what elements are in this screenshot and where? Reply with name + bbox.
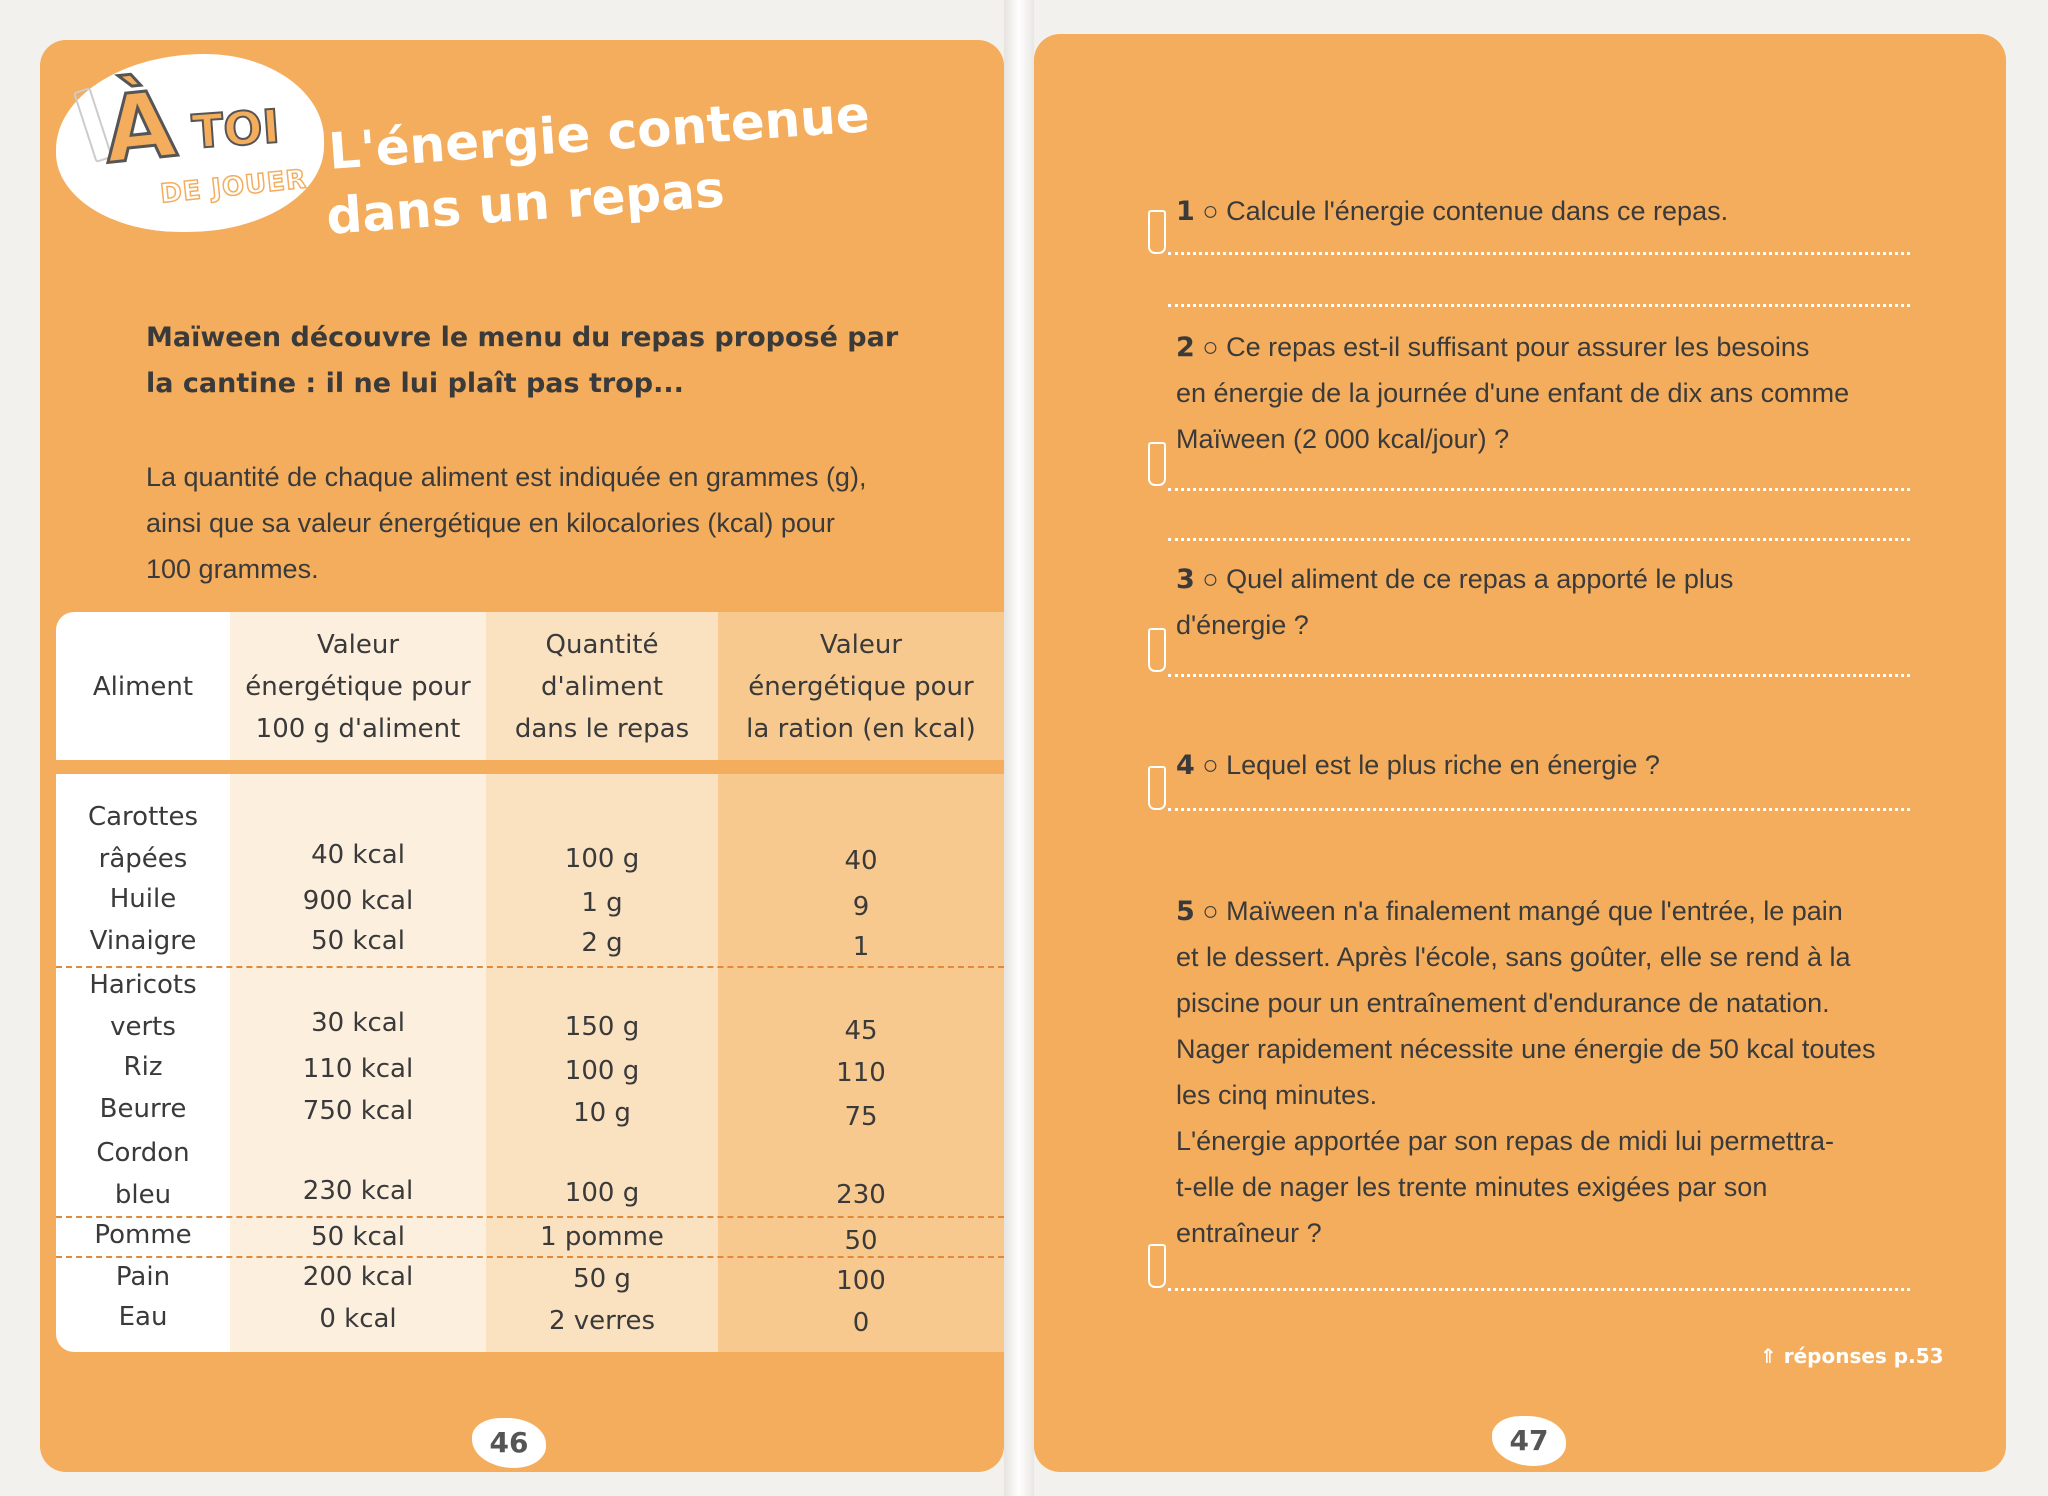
question-5-line: L'énergie apportée par son repas de midi lui permettra- [1176,1126,1835,1156]
question-5-line: Nager rapidement nécessite une énergie de 50 kcal toutes [1176,1034,1876,1064]
intro-bold-line: Maïween découvre le menu du repas proposé par [146,322,899,353]
table-cell-food: Haricots verts [89,970,197,1042]
table-cell-food: Pain [115,1262,171,1292]
table-cell-energy: 900 kcal [302,886,414,916]
badge-word: TOI [190,99,282,159]
answers-reference: ⇑ réponses p.53 [1760,1344,1944,1368]
table-cell-quantity: 1 pomme [540,1222,664,1252]
badge-letter: À [98,70,181,185]
pencil-icon [1148,210,1166,254]
table-cell-energy: 200 kcal [302,1262,414,1292]
question-3-line: d'énergie ? [1176,610,1309,640]
question-5: 5 ○ Maïween n'a finalement mangé que l'entrée, le pain [1176,896,1843,927]
table-cell-ration: 50 [844,1226,878,1256]
table-cell-quantity: 2 verres [548,1306,656,1336]
answer-line [1168,252,1910,255]
table-cell-ration: 0 [852,1308,870,1338]
right-page [1034,34,2006,1472]
question-5-line: et le dessert. Après l'école, sans goûter, elle se rend à la [1176,942,1851,972]
question-2-line: en énergie de la journée d'une enfant de dix ans comme [1176,378,1850,408]
table-cell-food: Carottes râpées [87,802,199,874]
table-cell-ration: 45 [844,1016,878,1046]
table-cell-energy: 30 kcal [311,1008,405,1038]
page-title-line-2: dans un repas [324,160,727,246]
table-header-separator [56,760,1004,774]
intro-line: La quantité de chaque aliment est indiquée en grammes (g), [146,462,867,492]
pencil-icon [1148,628,1166,672]
table-cell-energy: 40 kcal [311,840,405,870]
answer-line [1168,674,1910,677]
table-header-food: Aliment [92,672,194,702]
question-1: 1 ○ Calcule l'énergie contenue dans ce repas. [1176,196,1729,227]
page-number: 46 [472,1418,546,1468]
table-cell-energy: 230 kcal [302,1176,414,1206]
table-group-divider [56,1256,1004,1258]
question-5-line: t-elle de nager les trente minutes exigées par son [1176,1172,1768,1202]
table-header-quantity: Quantité d'aliment dans le repas [514,630,690,744]
table-header-energy: Valeur énergétique pour 100 g d'aliment [245,630,471,744]
table-cell-quantity: 100 g [564,1056,640,1086]
intro-bold-line: la cantine : il ne lui plaît pas trop... [146,368,684,399]
question-5-line: les cinq minutes. [1176,1080,1378,1110]
table-group-divider [56,1216,1004,1218]
question-2: 2 ○ Ce repas est-il suffisant pour assurer les besoins [1176,332,1810,363]
answer-line [1168,304,1910,307]
arrow-up-icon: ⇑ [1760,1344,1777,1368]
pencil-icon [1148,766,1166,810]
question-3: 3 ○ Quel aliment de ce repas a apporté le plus [1176,564,1734,595]
answer-line [1168,808,1910,811]
table-cell-quantity: 150 g [564,1012,640,1042]
table-cell-energy: 110 kcal [302,1054,414,1084]
table-cell-ration: 110 [836,1058,886,1088]
table-cell-quantity: 2 g [581,928,623,958]
table-cell-food: Pomme [94,1220,192,1250]
question-5-line: piscine pour un entraînement d'endurance de natation. [1176,988,1830,1018]
table-cell-ration: 9 [852,892,870,922]
answer-line [1168,1288,1910,1291]
table-cell-food: Beurre [99,1094,187,1124]
table-cell-energy: 750 kcal [302,1096,414,1126]
table-cell-ration: 100 [836,1266,886,1296]
table-header-ration: Valeur énergétique pour la ration (en kcal) [746,630,976,744]
table-cell-ration: 75 [844,1102,878,1132]
table-cell-energy: 0 kcal [319,1304,397,1334]
table-cell-food: Riz [123,1052,163,1082]
book-gutter [1004,0,1034,1496]
table-cell-quantity: 1 g [581,888,623,918]
answer-line [1168,488,1910,491]
table-cell-ration: 1 [852,932,870,962]
table-cell-food: Vinaigre [89,926,197,956]
badge-subtitle: DE JOUER [158,164,309,210]
table-cell-quantity: 100 g [564,844,640,874]
pencil-icon [1148,442,1166,486]
left-page [40,40,1004,1472]
table-cell-ration: 230 [836,1180,886,1210]
table-cell-quantity: 50 g [573,1264,631,1294]
table-cell-energy: 50 kcal [311,1222,405,1252]
question-5-line: entraîneur ? [1176,1218,1322,1248]
answer-line [1168,538,1910,541]
question-2-line: Maïween (2 000 kcal/jour) ? [1176,424,1510,454]
table-cell-energy: 50 kcal [311,926,405,956]
intro-line: 100 grammes. [146,554,319,584]
table-cell-food: Cordon bleu [96,1138,190,1210]
page-number: 47 [1492,1416,1566,1466]
question-4: 4 ○ Lequel est le plus riche en énergie ? [1176,750,1660,781]
page-title-line-1: L'énergie contenue [326,85,872,181]
intro-line: ainsi que sa valeur énergétique en kilocalories (kcal) pour [146,508,835,538]
table-cell-quantity: 100 g [564,1178,640,1208]
a-toi-de-jouer-badge [56,54,324,232]
table-cell-food: Huile [109,884,177,914]
table-cell-quantity: 10 g [573,1098,631,1128]
table-cell-food: Eau [118,1302,168,1332]
table-cell-ration: 40 [844,846,878,876]
pencil-icon [1148,1244,1166,1288]
